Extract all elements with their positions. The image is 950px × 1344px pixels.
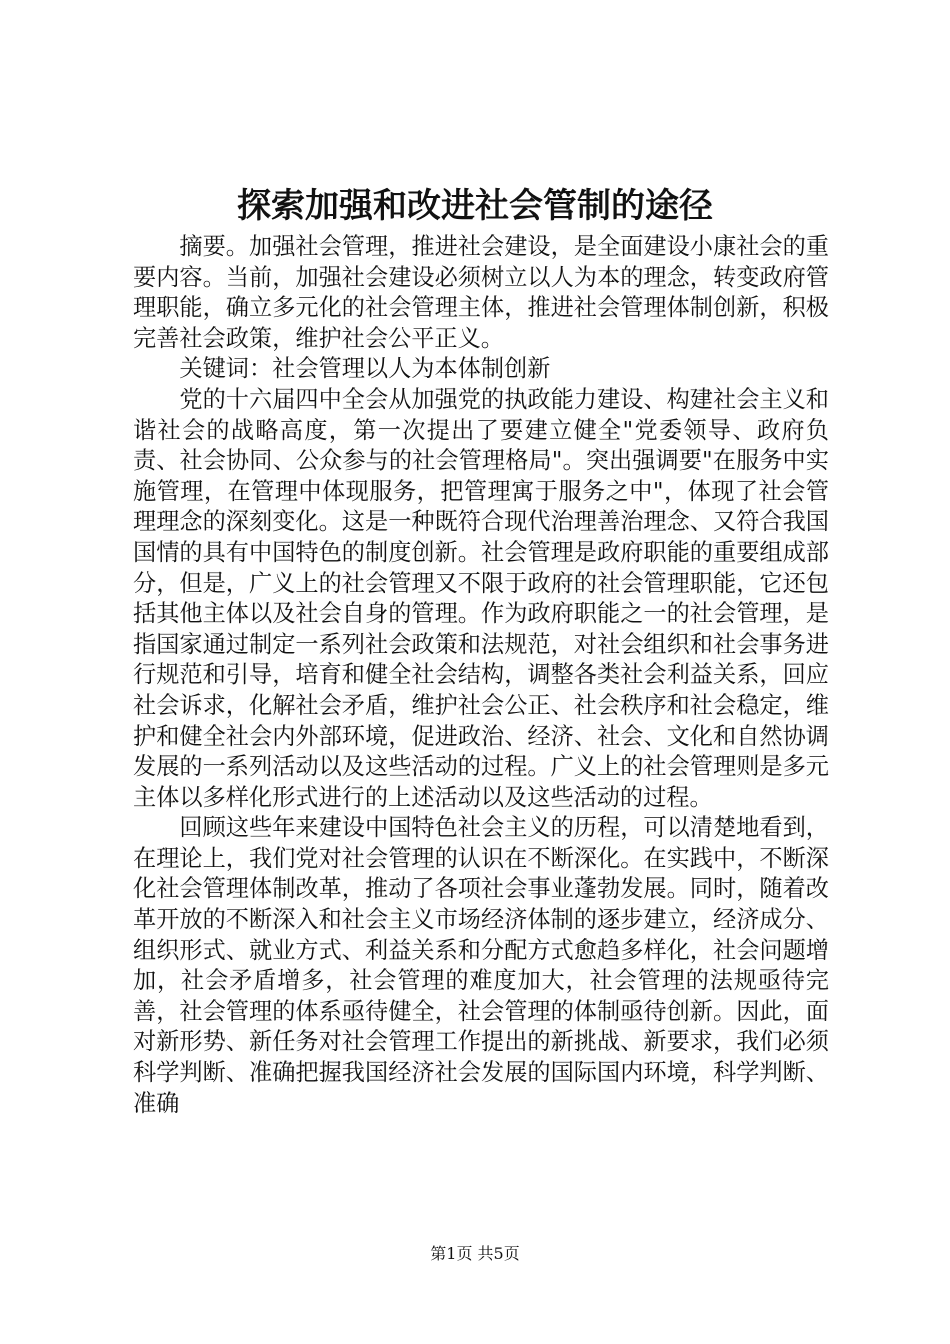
paragraph-body-1: 党的十六届四中全会从加强党的执政能力建设、构建社会主义和谐社会的战略高度，第一次提出了要建立健全"党委领导、政府负责、社会协同、公众参与的社会管理格局"。突出强调要"在服务中实施管理，在管理中体现服务，把管理寓于服务之中"，体现了社会管理理念的深刻变化。这是一种既符合现代治理善治理念、又符合我国国情的具有中国特色的制度创新。社会管理是政府职能的重要组成部分，但是，广义上的社会管理又不限于政府的社会管理职能，它还包括其他主体以及社会自身的管理。作为政府职能之一的社会管理，是指国家通过制定一系列社会政策和法规范，对社会组织和社会事务进行规范和引导，培育和健全社会结构，调整各类社会利益关系，回应社会诉求，化解社会矛盾，维护社会公正、社会秩序和社会稳定，维护和健全社会内外部环境，促进政治、经济、社会、文化和自然协调发展的一系列活动以及这些活动的过程。广义上的社会管理则是多元主体以多样化形式进行的上述活动以及这些活动的过程。: [133, 385, 829, 811]
paragraph-keywords: 关键词：社会管理以人为本体制创新: [179, 355, 551, 383]
page-footer: 第1页 共5页: [430, 1244, 520, 1263]
paragraph-abstract: 摘要。加强社会管理，推进社会建设，是全面建设小康社会的重要内容。当前，加强社会建设必须树立以人为本的理念，转变政府管理职能，确立多元化的社会管理主体，推进社会管理体制创新，积极完善社会政策，维护社会公平正义。: [133, 233, 829, 352]
document-title: 探索加强和改进社会管制的途径: [237, 186, 713, 226]
document-body: [133, 232, 829, 1119]
paragraph-body-2: 回顾这些年来建设中国特色社会主义的历程，可以清楚地看到，在理论上，我们党对社会管理的认识在不断深化。在实践中，不断深化社会管理体制改革，推动了各项社会事业蓬勃发展。同时，随着改革开放的不断深入和社会主义市场经济体制的逐步建立，经济成分、组织形式、就业方式、利益关系和分配方式愈趋多样化，社会问题增加，社会矛盾增多，社会管理的难度加大，社会管理的法规亟待完善，社会管理的体系亟待健全，社会管理的体制亟待创新。因此，面对新形势、新任务对社会管理工作提出的新挑战、新要求，我们必须科学判断、准确把握我国经济社会发展的国际国内环境，科学判断、准确: [133, 814, 829, 1117]
